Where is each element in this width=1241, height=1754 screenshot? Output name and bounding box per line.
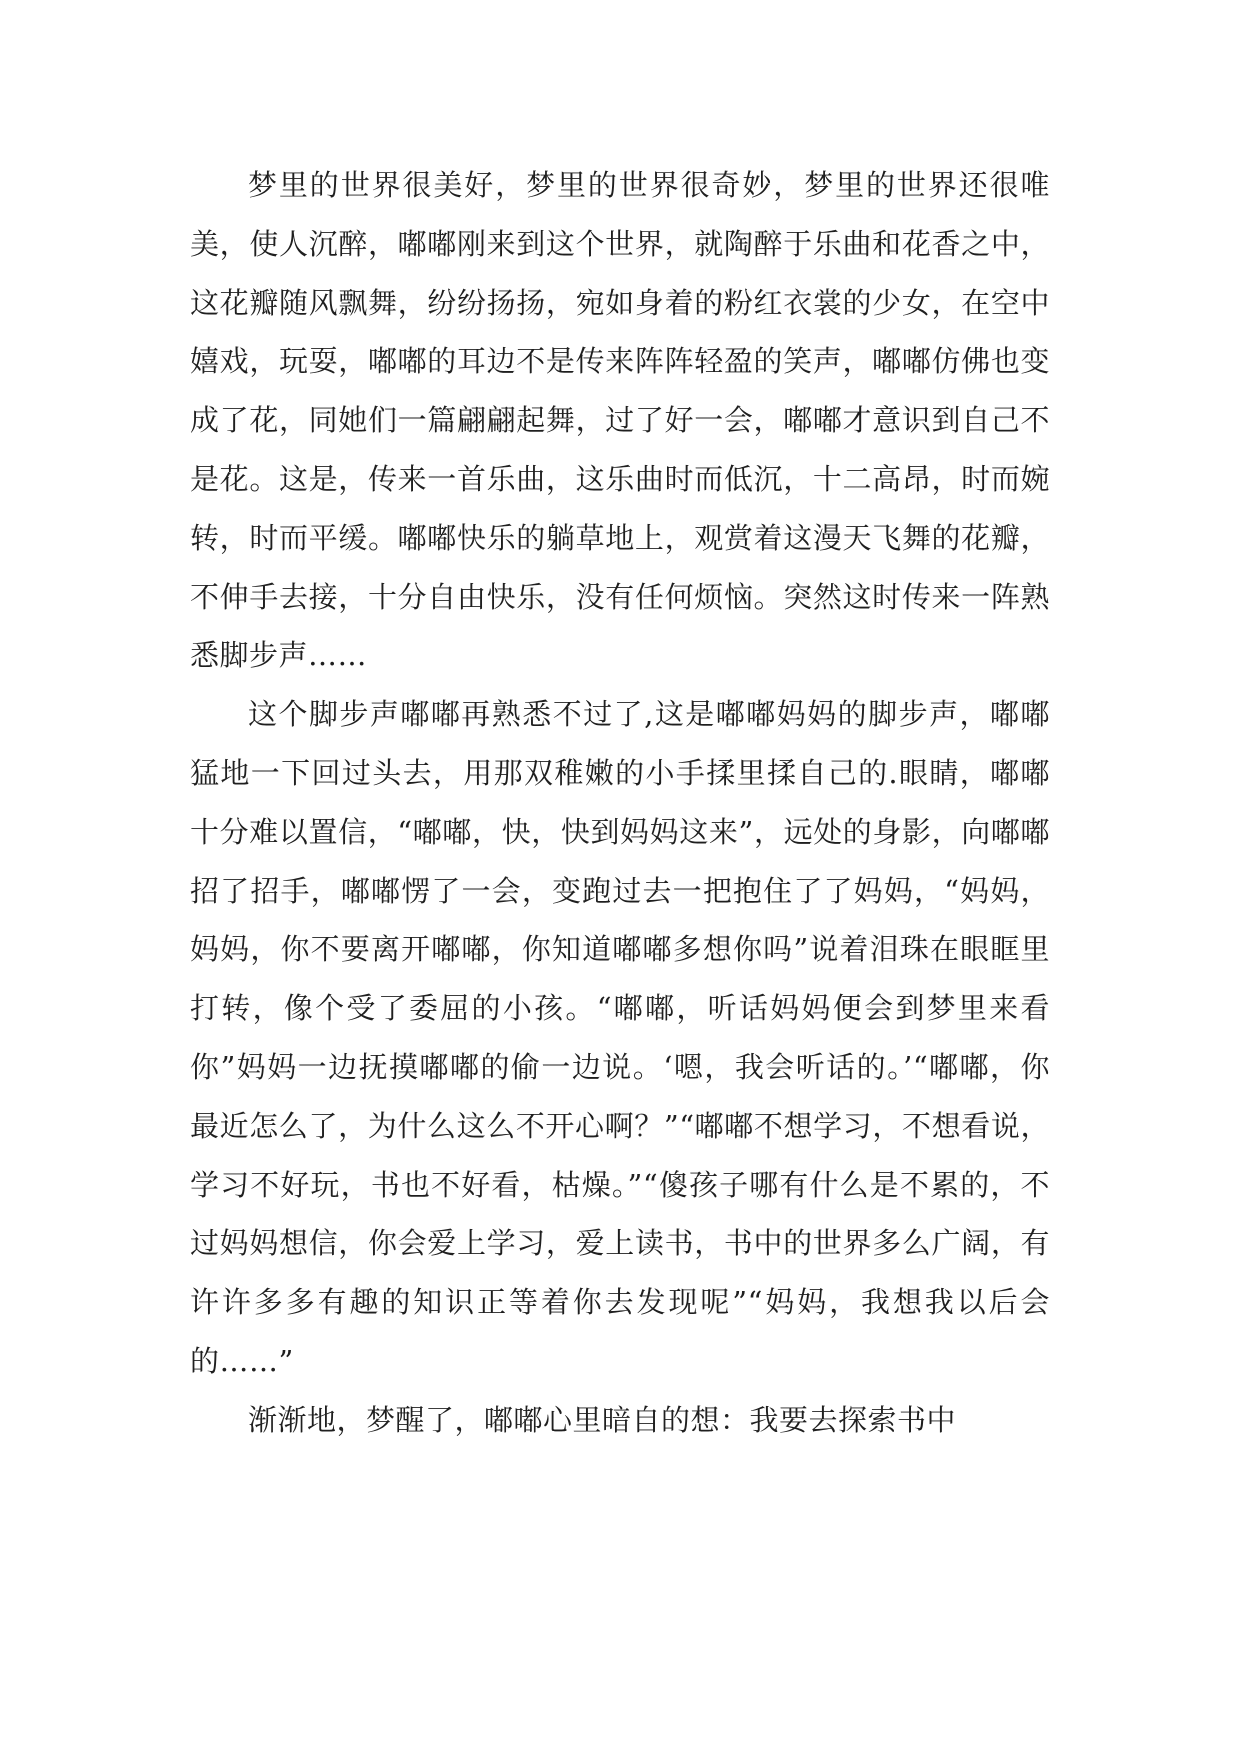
document-body <box>190 156 1050 1450</box>
paragraph-2: 这个脚步声嘟嘟再熟悉不过了,这是嘟嘟妈妈的脚步声，嘟嘟猛地一下回过头去，用那双稚嫩的小手揉里揉自己的.眼睛，嘟嘟十分难以置信，“嘟嘟，快，快到妈妈这来”，远处的身影，向嘟嘟招了招手，嘟嘟愣了一会，变跑过去一把抱住了了妈妈，“妈妈，妈妈，你不要离开嘟嘟，你知道嘟嘟多想你吗”说着泪珠在眼眶里打转，像个受了委屈的小孩。“嘟嘟，听话妈妈便会到梦里来看你”妈妈一边抚摸嘟嘟的偷一边说。‘嗯，我会听话的。’“嘟嘟，你最近怎么了，为什么这么不开心啊？”“嘟嘟不想学习，不想看说，学习不好玩，书也不好看，枯燥。”“傻孩子哪有什么是不累的，不过妈妈想信，你会爱上学习，爱上读书，书中的世界多么广阔，有许许多多有趣的知识正等着你去发现呢”“妈妈，我想我以后会的……” <box>190 697 1050 1378</box>
paragraph-3: 渐渐地，梦醒了，嘟嘟心里暗自的想：我要去探索书中 <box>248 1402 957 1437</box>
paragraph-1: 梦里的世界很美好，梦里的世界很奇妙，梦里的世界还很唯美，使人沉醉，嘟嘟刚来到这个世界，就陶醉于乐曲和花香之中，这花瓣随风飘舞，纷纷扬扬，宛如身着的粉红衣裳的少女，在空中嬉戏，玩耍，嘟嘟的耳边不是传来阵阵轻盈的笑声，嘟嘟仿佛也变成了花，同她们一篇翩翩起舞，过了好一会，嘟嘟才意识到自己不是花。这是，传来一首乐曲，这乐曲时而低沉，十二高昂，时而婉转，时而平缓。嘟嘟快乐的躺草地上，观赏着这漫天飞舞的花瓣，不伸手去接，十分自由快乐，没有任何烦恼。突然这时传来一阵熟悉脚步声…… <box>190 168 1050 673</box>
